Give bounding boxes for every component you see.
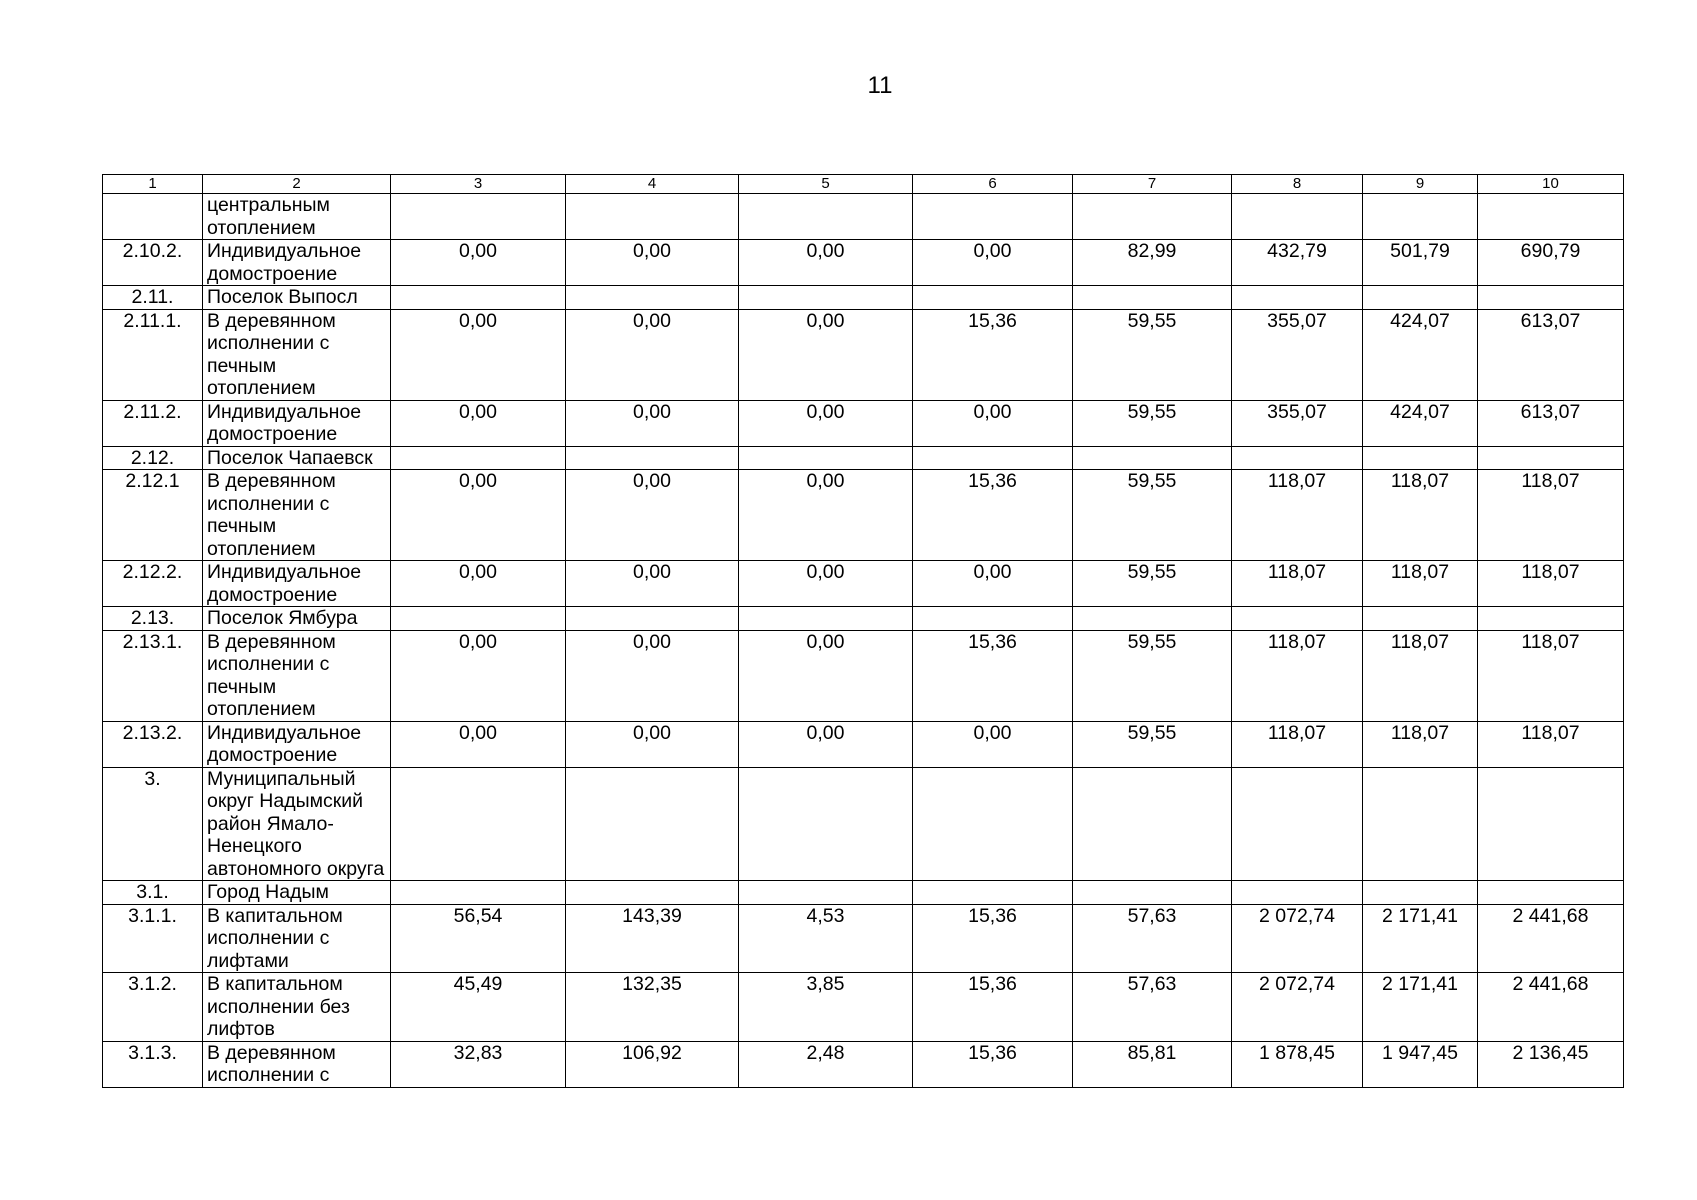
value-cell: 0,00 — [391, 309, 566, 400]
value-cell: 59,55 — [1073, 309, 1232, 400]
value-cell: 2 441,68 — [1478, 904, 1624, 973]
row-name-cell: В капитальном исполнении с лифтами — [203, 904, 391, 973]
value-cell: 59,55 — [1073, 470, 1232, 561]
value-cell: 15,36 — [913, 1041, 1073, 1087]
value-cell: 143,39 — [566, 904, 739, 973]
row-name-cell: В деревянном исполнении с печным отоплением — [203, 470, 391, 561]
table-row — [103, 721, 1624, 767]
value-cell: 0,00 — [391, 240, 566, 286]
value-cell — [1073, 767, 1232, 881]
table-row — [103, 286, 1624, 310]
row-number-cell: 2.13.1. — [103, 630, 203, 721]
value-cell: 56,54 — [391, 904, 566, 973]
value-cell: 0,00 — [739, 240, 913, 286]
table-row — [103, 767, 1624, 881]
value-cell: 613,07 — [1478, 400, 1624, 446]
value-cell: 0,00 — [566, 309, 739, 400]
table-row — [103, 1041, 1624, 1087]
row-name-cell: Поселок Ямбура — [203, 607, 391, 631]
row-name-cell: В деревянном исполнении с — [203, 1041, 391, 1087]
value-cell: 2 072,74 — [1232, 973, 1363, 1042]
value-cell: 0,00 — [566, 240, 739, 286]
value-cell: 15,36 — [913, 973, 1073, 1042]
table-row — [103, 904, 1624, 973]
row-number-cell — [103, 194, 203, 240]
value-cell: 355,07 — [1232, 309, 1363, 400]
value-cell: 132,35 — [566, 973, 739, 1042]
value-cell: 0,00 — [566, 721, 739, 767]
value-cell: 2 441,68 — [1478, 973, 1624, 1042]
value-cell: 118,07 — [1478, 630, 1624, 721]
row-number-cell: 3.1.1. — [103, 904, 203, 973]
value-cell — [1478, 881, 1624, 905]
value-cell: 1 947,45 — [1363, 1041, 1478, 1087]
value-cell: 118,07 — [1478, 721, 1624, 767]
table-row — [103, 470, 1624, 561]
tariff-table — [102, 174, 1624, 1088]
row-number-cell: 2.12.1 — [103, 470, 203, 561]
value-cell: 57,63 — [1073, 904, 1232, 973]
value-cell: 0,00 — [913, 721, 1073, 767]
value-cell: 690,79 — [1478, 240, 1624, 286]
value-cell — [566, 881, 739, 905]
value-cell — [913, 767, 1073, 881]
value-cell: 0,00 — [391, 721, 566, 767]
value-cell: 32,83 — [391, 1041, 566, 1087]
value-cell: 0,00 — [913, 400, 1073, 446]
value-cell: 4,53 — [739, 904, 913, 973]
value-cell — [391, 286, 566, 310]
value-cell — [913, 194, 1073, 240]
value-cell — [1232, 194, 1363, 240]
value-cell: 0,00 — [739, 400, 913, 446]
value-cell — [739, 767, 913, 881]
value-cell — [391, 446, 566, 470]
value-cell: 59,55 — [1073, 400, 1232, 446]
value-cell: 118,07 — [1363, 561, 1478, 607]
column-number: 10 — [1478, 175, 1624, 194]
table-body — [103, 194, 1624, 1088]
value-cell: 118,07 — [1232, 630, 1363, 721]
value-cell — [1232, 286, 1363, 310]
column-number: 5 — [739, 175, 913, 194]
value-cell: 355,07 — [1232, 400, 1363, 446]
row-number-cell: 2.11.2. — [103, 400, 203, 446]
row-number-cell: 2.11.1. — [103, 309, 203, 400]
row-name-cell: Индивидуальное домостроение — [203, 240, 391, 286]
value-cell — [1363, 607, 1478, 631]
value-cell: 0,00 — [391, 630, 566, 721]
value-cell: 1 878,45 — [1232, 1041, 1363, 1087]
value-cell: 2 171,41 — [1363, 973, 1478, 1042]
row-name-cell: Поселок Выпосл — [203, 286, 391, 310]
row-name-cell: центральным отоплением — [203, 194, 391, 240]
column-number: 4 — [566, 175, 739, 194]
row-number-cell: 2.12.2. — [103, 561, 203, 607]
column-number: 3 — [391, 175, 566, 194]
value-cell: 0,00 — [913, 561, 1073, 607]
value-cell: 2 171,41 — [1363, 904, 1478, 973]
row-name-cell: В деревянном исполнении с печным отоплением — [203, 630, 391, 721]
table-row — [103, 973, 1624, 1042]
table-row — [103, 309, 1624, 400]
value-cell: 424,07 — [1363, 400, 1478, 446]
row-name-cell: Муниципальный округ Надымский район Ямало-Ненецкого автономного округа — [203, 767, 391, 881]
value-cell: 3,85 — [739, 973, 913, 1042]
value-cell: 118,07 — [1363, 721, 1478, 767]
value-cell: 118,07 — [1232, 470, 1363, 561]
value-cell: 2 072,74 — [1232, 904, 1363, 973]
row-number-cell: 2.10.2. — [103, 240, 203, 286]
value-cell — [566, 767, 739, 881]
value-cell — [1363, 286, 1478, 310]
value-cell — [1363, 767, 1478, 881]
column-number: 8 — [1232, 175, 1363, 194]
value-cell: 613,07 — [1478, 309, 1624, 400]
value-cell: 59,55 — [1073, 630, 1232, 721]
value-cell: 0,00 — [391, 561, 566, 607]
row-name-cell: Индивидуальное домостроение — [203, 721, 391, 767]
value-cell: 0,00 — [913, 240, 1073, 286]
row-name-cell: Город Надым — [203, 881, 391, 905]
row-name-cell: Поселок Чапаевск — [203, 446, 391, 470]
value-cell — [913, 607, 1073, 631]
value-cell — [1363, 194, 1478, 240]
value-cell: 85,81 — [1073, 1041, 1232, 1087]
value-cell — [1073, 881, 1232, 905]
value-cell: 0,00 — [566, 400, 739, 446]
value-cell — [1232, 446, 1363, 470]
row-number-cell: 3.1. — [103, 881, 203, 905]
column-number-row — [103, 175, 1624, 194]
value-cell: 0,00 — [391, 470, 566, 561]
row-number-cell: 3.1.2. — [103, 973, 203, 1042]
value-cell — [1232, 607, 1363, 631]
row-name-cell: В капитальном исполнении без лифтов — [203, 973, 391, 1042]
page-number: 11 — [867, 72, 893, 99]
value-cell — [566, 607, 739, 631]
value-cell — [739, 881, 913, 905]
value-cell — [566, 446, 739, 470]
value-cell: 118,07 — [1232, 561, 1363, 607]
row-name-cell: Индивидуальное домостроение — [203, 561, 391, 607]
row-number-cell: 3.1.3. — [103, 1041, 203, 1087]
value-cell: 118,07 — [1363, 630, 1478, 721]
value-cell: 59,55 — [1073, 561, 1232, 607]
value-cell — [913, 881, 1073, 905]
value-cell: 106,92 — [566, 1041, 739, 1087]
value-cell: 118,07 — [1363, 470, 1478, 561]
value-cell: 59,55 — [1073, 721, 1232, 767]
value-cell — [1478, 286, 1624, 310]
value-cell: 0,00 — [739, 630, 913, 721]
value-cell — [566, 194, 739, 240]
value-cell: 45,49 — [391, 973, 566, 1042]
value-cell: 0,00 — [739, 470, 913, 561]
row-number-cell: 2.13. — [103, 607, 203, 631]
value-cell: 424,07 — [1363, 309, 1478, 400]
value-cell — [739, 194, 913, 240]
table-row — [103, 400, 1624, 446]
value-cell: 0,00 — [566, 470, 739, 561]
value-cell — [391, 607, 566, 631]
row-number-cell: 3. — [103, 767, 203, 881]
value-cell: 15,36 — [913, 309, 1073, 400]
value-cell: 15,36 — [913, 470, 1073, 561]
column-number: 1 — [103, 175, 203, 194]
column-number: 6 — [913, 175, 1073, 194]
value-cell — [566, 286, 739, 310]
table-row — [103, 630, 1624, 721]
table-row — [103, 561, 1624, 607]
table-row — [103, 194, 1624, 240]
value-cell: 82,99 — [1073, 240, 1232, 286]
value-cell: 0,00 — [566, 630, 739, 721]
row-number-cell: 2.11. — [103, 286, 203, 310]
value-cell — [913, 446, 1073, 470]
value-cell: 501,79 — [1363, 240, 1478, 286]
value-cell: 432,79 — [1232, 240, 1363, 286]
value-cell — [391, 881, 566, 905]
value-cell — [1363, 446, 1478, 470]
value-cell: 118,07 — [1478, 470, 1624, 561]
column-number: 9 — [1363, 175, 1478, 194]
value-cell — [1478, 767, 1624, 881]
value-cell: 0,00 — [566, 561, 739, 607]
value-cell: 0,00 — [739, 561, 913, 607]
table-row — [103, 446, 1624, 470]
value-cell — [739, 446, 913, 470]
value-cell — [913, 286, 1073, 310]
column-number: 7 — [1073, 175, 1232, 194]
column-number: 2 — [203, 175, 391, 194]
value-cell — [1073, 607, 1232, 631]
value-cell — [1478, 607, 1624, 631]
value-cell — [1232, 881, 1363, 905]
value-cell — [1363, 881, 1478, 905]
value-cell: 118,07 — [1478, 561, 1624, 607]
value-cell — [391, 767, 566, 881]
value-cell — [739, 607, 913, 631]
value-cell — [1073, 446, 1232, 470]
value-cell — [739, 286, 913, 310]
value-cell: 2 136,45 — [1478, 1041, 1624, 1087]
row-number-cell: 2.13.2. — [103, 721, 203, 767]
value-cell — [1073, 286, 1232, 310]
row-number-cell: 2.12. — [103, 446, 203, 470]
value-cell: 0,00 — [391, 400, 566, 446]
table-row — [103, 607, 1624, 631]
row-name-cell: В деревянном исполнении с печным отоплением — [203, 309, 391, 400]
value-cell: 2,48 — [739, 1041, 913, 1087]
value-cell — [1073, 194, 1232, 240]
value-cell — [1232, 767, 1363, 881]
value-cell — [1478, 194, 1624, 240]
table-row — [103, 881, 1624, 905]
value-cell: 15,36 — [913, 630, 1073, 721]
value-cell — [391, 194, 566, 240]
value-cell: 118,07 — [1232, 721, 1363, 767]
value-cell — [1478, 446, 1624, 470]
value-cell: 0,00 — [739, 721, 913, 767]
value-cell: 57,63 — [1073, 973, 1232, 1042]
row-name-cell: Индивидуальное домостроение — [203, 400, 391, 446]
table-row — [103, 240, 1624, 286]
value-cell: 0,00 — [739, 309, 913, 400]
value-cell: 15,36 — [913, 904, 1073, 973]
